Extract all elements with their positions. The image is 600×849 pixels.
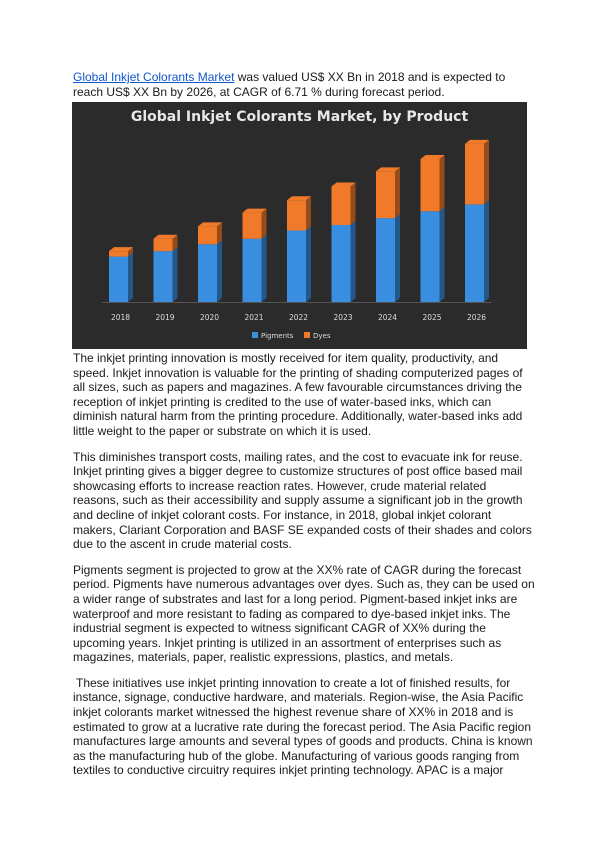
pigments-bar: [154, 251, 173, 302]
dyes-bar-side: [262, 209, 267, 239]
x-tick-label: 2025: [422, 313, 442, 322]
pigments-bar: [109, 257, 128, 302]
pigments-bar-side: [217, 240, 222, 302]
x-tick-label: 2024: [377, 313, 398, 322]
pigments-bar-side: [306, 227, 311, 303]
pigments-bar-side: [262, 235, 267, 302]
pigments-bar-side: [128, 253, 133, 302]
paragraph-4: These initiatives use inkjet printing innovation to create a lot of finished results, for instance, signage, conductive hardware, and materials. Region-wise, the Asia Pacific inkjet colorants market witnessed the highest revenue share of XX% in 2018 and is estimated to grow at a lucrative rate during the forecast period. The Asia Pacific region manufactures large amounts and several types of goods and products. China is known as the manufacturing hub of the globe. Manufacturing of various goods ranging from textiles to conductive circuitry requires inkjet printing technology. APAC is a major: [73, 675, 533, 778]
dyes-bar: [421, 159, 440, 211]
dyes-bar-side: [484, 140, 489, 205]
pigments-bar: [287, 231, 306, 303]
legend-label-dyes: Dyes: [313, 332, 331, 340]
dyes-bar-side: [395, 167, 400, 218]
x-tick-label: 2018: [110, 313, 131, 322]
pigments-bar-side: [351, 221, 356, 302]
paragraph-3: Pigments segment is projected to grow at the XX% rate of CAGR during the forecast period. Pigments have numerous advantages over dyes. Such as, they can be used on a wider range of substrates and last for a long period. Pigment-based inkjet inks are waterproof and more resistant to fading as compared to dye-based inkjet inks. The industrial segment is expected to witness significant CAGR of XX% during the upcoming years. Inkjet printing is utilized in an assortment of enterprises such as magazines, materials, paper, realistic expressions, plastics, and metals.: [73, 562, 535, 665]
legend-swatch-pigments: [252, 332, 258, 338]
dyes-bar: [287, 200, 306, 230]
pigments-bar-side: [484, 200, 489, 302]
paragraph-1: The inkjet printing innovation is mostly received for item quality, productivity, and speed. Inkjet innovation is valuable for the printing of shading computerized pages of all sizes, such as papers and magazines. A few favourable circumstances driving the reception of inkjet printing is credited to the use of water-based inks, which can diminish natural harm from the printing procedure. Additionally, water-based inks add little weight to the paper or substrate on which it is used.: [73, 351, 523, 438]
legend-swatch-dyes: [304, 332, 310, 338]
pigments-bar: [198, 244, 217, 302]
market-report-link[interactable]: Global Inkjet Colorants Market: [73, 70, 235, 84]
chart-title: Global Inkjet Colorants Market, by Product: [130, 109, 469, 125]
x-tick-label: 2019: [155, 313, 175, 322]
x-tick-label: 2022: [288, 313, 309, 322]
dyes-bar-side: [351, 183, 356, 226]
x-tick-label: 2023: [333, 313, 353, 322]
dyes-bar: [198, 226, 217, 244]
market-chart: [72, 102, 527, 349]
legend-label-pigments: Pigments: [261, 332, 294, 340]
dyes-bar: [109, 251, 128, 257]
pigments-bar: [421, 211, 440, 302]
dyes-bar: [332, 187, 351, 226]
intro-text: was valued US$ XX Bn in 2018 and is expected to reach US$ XX Bn by 2026, at CAGR of 6.71 % during forecast period.: [73, 70, 506, 99]
article-body: [73, 351, 535, 789]
dyes-bar-side: [440, 155, 445, 211]
pigments-bar-side: [173, 247, 178, 302]
pigments-bar-side: [440, 207, 445, 302]
pigments-bar: [465, 204, 484, 302]
x-tick-label: 2020: [199, 313, 220, 322]
x-tick-label: 2026: [466, 313, 487, 322]
paragraph-2: This diminishes transport costs, mailing rates, and the cost to evacuate ink for reuse. Inkjet printing gives a bigger degree to customize structures of post office based mail showcasing efforts to increase reaction rates. However, crude material related reasons, such as their accessibility and supply assume a significant job in the growth and decline of inkjet colorant costs. For instance, in 2018, global inkjet colorant makers, Clariant Corporation and BASF SE expanded costs of their shades and colors due to the ascent in crude material costs.: [73, 449, 532, 552]
dyes-bar: [243, 213, 262, 239]
pigments-bar: [332, 225, 351, 302]
pigments-bar: [376, 218, 395, 302]
dyes-bar: [465, 144, 484, 205]
dyes-bar: [154, 239, 173, 251]
x-tick-label: 2021: [244, 313, 264, 322]
pigments-bar: [243, 239, 262, 302]
intro-paragraph: [73, 70, 533, 100]
dyes-bar: [376, 171, 395, 218]
dyes-bar-side: [306, 196, 311, 230]
pigments-bar-side: [395, 214, 400, 302]
